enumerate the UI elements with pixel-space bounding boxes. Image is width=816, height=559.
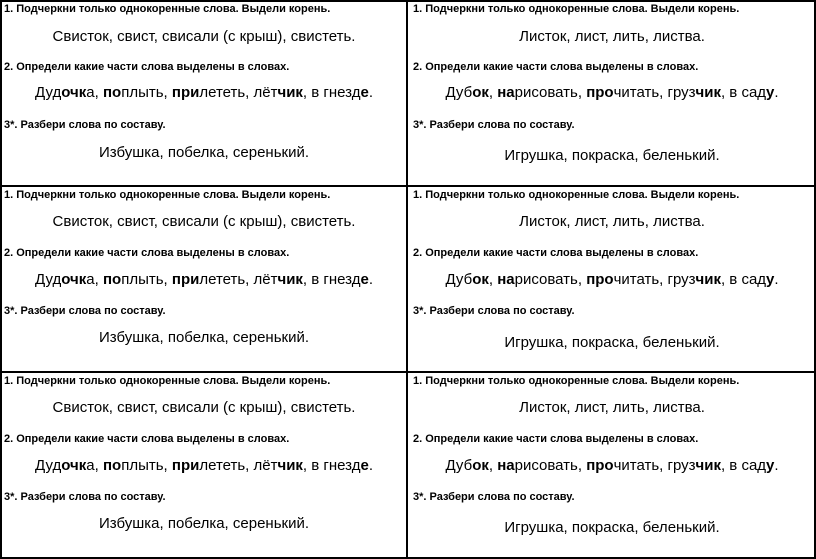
task-1-words: Свисток, свист, свисали (с крыш), свистеть. [52,28,356,45]
task-1-words: Свисток, свист, свисали (с крыш), свистеть. [52,213,356,230]
task-1-heading: 1. Подчеркни только однокоренные слова. Выдели корень. [413,3,740,15]
task-1-heading: 1. Подчеркни только однокоренные слова. Выдели корень. [413,189,740,201]
task-3-words: Избушка, побелка, серенький. [98,515,310,532]
grid-line-row1 [0,185,816,187]
task-3-words: Избушка, побелка, серенький. [98,329,310,346]
grid-line-middle [406,0,408,559]
task-2-words: Дудочка, поплыть, прилететь, лётчик, в гнезде. [35,84,373,101]
task-1-words: Листок, лист, лить, листва. [519,213,705,230]
task-3-words: Избушка, побелка, серенький. [98,144,310,161]
task-3-words: Игрушка, покраска, беленький. [504,147,720,164]
task-2-words: Дубок, нарисовать, прочитать, грузчик, в саду. [445,84,779,101]
task-2-words: Дубок, нарисовать, прочитать, грузчик, в саду. [445,457,779,474]
task-2-words: Дубок, нарисовать, прочитать, грузчик, в саду. [445,271,779,288]
task-3-heading: 3*. Разбери слова по составу. [4,305,166,317]
task-3-words: Игрушка, покраска, беленький. [504,519,720,536]
task-2-heading: 2. Определи какие части слова выделены в словах. [413,61,699,73]
task-3-words: Игрушка, покраска, беленький. [504,334,720,351]
task-3-heading: 3*. Разбери слова по составу. [4,491,166,503]
task-3-heading: 3*. Разбери слова по составу. [4,119,166,131]
grid-line-top [0,0,816,2]
task-1-heading: 1. Подчеркни только однокоренные слова. Выдели корень. [413,375,740,387]
task-2-heading: 2. Определи какие части слова выделены в словах. [413,433,699,445]
task-2-heading: 2. Определи какие части слова выделены в словах. [4,61,290,73]
grid-line-row2 [0,371,816,373]
task-1-heading: 1. Подчеркни только однокоренные слова. Выдели корень. [4,3,331,15]
task-2-heading: 2. Определи какие части слова выделены в словах. [4,433,290,445]
task-2-heading: 2. Определи какие части слова выделены в словах. [4,247,290,259]
task-2-words: Дудочка, поплыть, прилететь, лётчик, в гнезде. [35,457,373,474]
task-1-words: Листок, лист, лить, листва. [519,399,705,416]
task-2-heading: 2. Определи какие части слова выделены в словах. [413,247,699,259]
task-3-heading: 3*. Разбери слова по составу. [413,119,575,131]
task-1-heading: 1. Подчеркни только однокоренные слова. Выдели корень. [4,375,331,387]
task-1-words: Листок, лист, лить, листва. [519,28,705,45]
task-3-heading: 3*. Разбери слова по составу. [413,305,575,317]
task-1-heading: 1. Подчеркни только однокоренные слова. Выдели корень. [4,189,331,201]
task-1-words: Свисток, свист, свисали (с крыш), свистеть. [52,399,356,416]
task-3-heading: 3*. Разбери слова по составу. [413,491,575,503]
task-2-words: Дудочка, поплыть, прилететь, лётчик, в гнезде. [35,271,373,288]
